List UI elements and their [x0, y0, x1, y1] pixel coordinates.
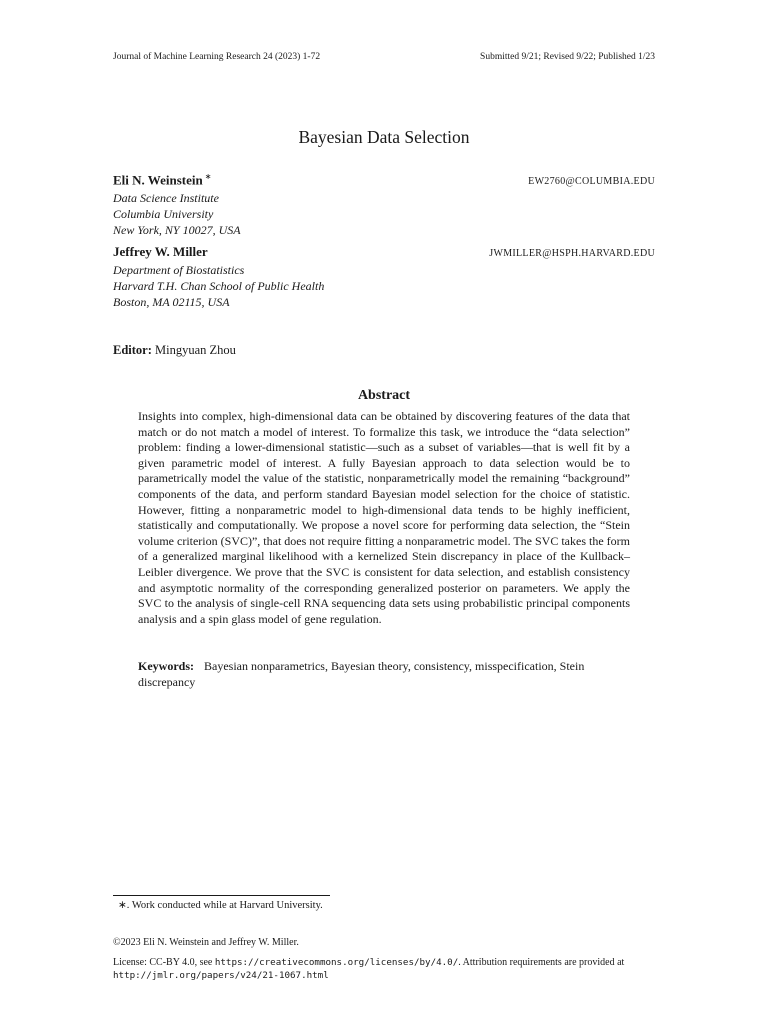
author-affiliation: [113, 262, 655, 310]
copyright-notice: ©2023 Eli N. Weinstein and Jeffrey W. Miller.: [113, 937, 299, 948]
author-affiliation: [113, 190, 655, 238]
author-name: Eli N. Weinstein ∗: [113, 172, 212, 188]
affiliation-line: Boston, MA 02115, USA: [113, 295, 230, 309]
keywords: [138, 659, 630, 690]
affiliation-line: Columbia University: [113, 207, 214, 222]
keywords-label: Keywords:: [138, 659, 194, 673]
affiliation-line: Department of Biostatistics: [113, 263, 245, 277]
editor-name: Mingyuan Zhou: [155, 343, 236, 357]
abstract-text: Insights into complex, high-dimensional data can be obtained by discovering features of the data that match or do not match a model of interest. To formalize this task, we introduce the “data selection” problem: finding a lower-dimensional statistic—such as a subset of variables—that is well fit by a given parametric model of interest. A fully Bayesian approach to data selection would be to parametrically model the value of the statistic, nonparametrically model the remaining “background” components of the data, and perform standard Bayesian model selection for the choice of statistic. However, fitting a nonparametric model to high-dimensional data tends to be highly inefficient, statistically and computationally. We propose a novel score for performing data selection, the “Stein volume criterion (SVC)”, that does not require fitting a nonparametric model. The SVC takes the form of a generalized marginal likelihood with a kernelized Stein discrepancy in place of the Kullback–Leibler divergence. We prove that the SVC is consistent for data selection, and establish consistency and asymptotic normality of the corresponding generalized posterior on parameters. We apply the SVC to the analysis of single-cell RNA sequencing data sets using probabilistic principal components analysis and a spin glass model of gene regulation.: [138, 409, 630, 626]
paper-title: Bayesian Data Selection: [298, 127, 470, 147]
license-middle: . Attribution requirements are provided at: [458, 957, 625, 968]
running-header: [113, 52, 655, 62]
editor-label: Editor:: [113, 343, 152, 357]
author-email[interactable]: EW2760@COLUMBIA.EDU: [528, 176, 655, 188]
submission-dates: Submitted 9/21; Revised 9/22; Published 1/23: [480, 52, 655, 62]
footnote-marker: ∗: [204, 172, 212, 181]
license-link[interactable]: https://creativecommons.org/licenses/by/4.0/: [214, 957, 459, 968]
license-prefix: License: CC-BY 4.0, see: [113, 957, 215, 968]
keywords-text: Bayesian nonparametrics, Bayesian theory, consistency, misspecification, Stein discrepancy: [138, 659, 585, 689]
journal-citation: Journal of Machine Learning Research 24 (2023) 1-72: [113, 52, 321, 62]
abstract-heading: Abstract: [357, 388, 411, 403]
author-block-2: [113, 244, 655, 310]
author-name: Jeffrey W. Miller: [113, 244, 208, 259]
license-notice: [113, 956, 658, 982]
editor-line: [113, 343, 236, 358]
affiliation-line: New York, NY 10027, USA: [113, 223, 241, 238]
affiliation-line: Harvard T.H. Chan School of Public Health: [113, 279, 325, 293]
author-email[interactable]: JWMILLER@HSPH.HARVARD.EDU: [489, 248, 655, 259]
author-block-1: [113, 172, 655, 238]
affiliation-line: Data Science Institute: [113, 191, 219, 206]
paper-link[interactable]: http://jmlr.org/papers/v24/21-1067.html: [113, 970, 329, 981]
footnote-rule: [113, 895, 330, 896]
footnote: ∗. Work conducted while at Harvard University.: [118, 900, 323, 911]
